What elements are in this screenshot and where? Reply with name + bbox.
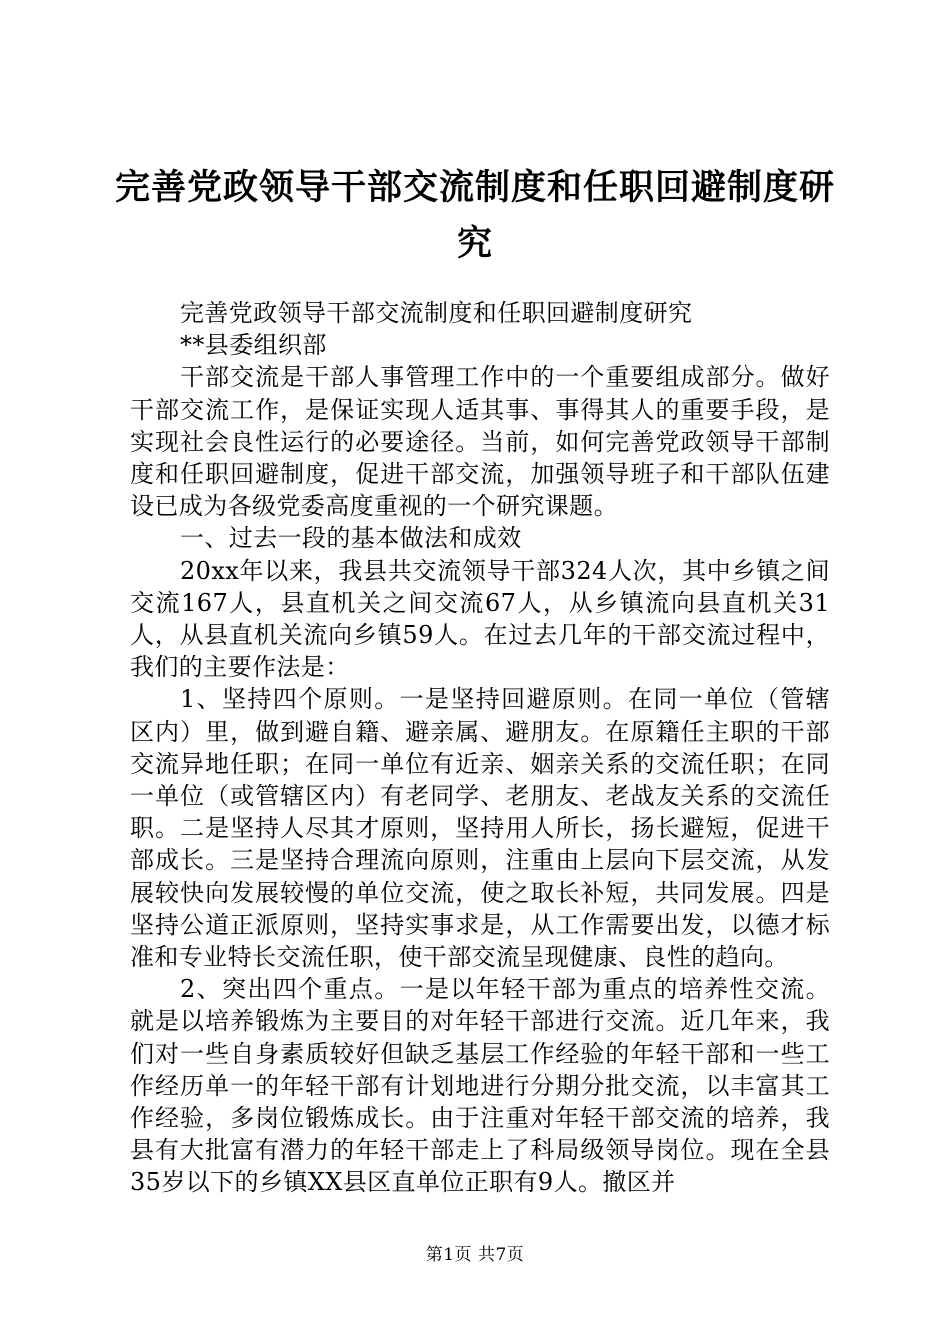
document-title-line-2: 究 [456, 223, 493, 264]
principles-paragraph: 1、坚持四个原则。一是坚持回避原则。在同一单位（管辖区内）里，做到避自籍、避亲属、避朋友。在原籍任主职的干部交流异地任职；在同一单位有近亲、姻亲关系的交流任职；在同一单位（或管辖区内）有老同学、老朋友、老战友关系的交流任职。二是坚持人尽其才原则，坚持用人所长，扬长避短，促进干部成长。三是坚持合理流向原则，注重由上层向下层交流，从发展较快向发展较慢的单位交流，使之取长补短，共同发展。四是坚持公道正派原则，坚持实事求是，从工作需要出发，以德才标准和专业特长交流任职，使干部交流呈现健康、良性的趋向。 [130, 685, 830, 972]
intro-paragraph: 干部交流是干部人事管理工作中的一个重要组成部分。做好干部交流工作，是保证实现人适其事、事得其人的重要手段，是实现社会良性运行的必要途径。当前，如何完善党政领导干部制度和任职回避制度，促进干部交流，加强领导班子和干部队伍建设已成为各级党委高度重视的一个研究课题。 [130, 363, 830, 521]
document-body [130, 297, 830, 1199]
focus-paragraph: 2、突出四个重点。一是以年轻干部为重点的培养性交流。就是以培养锻炼为主要目的对年轻干部进行交流。近几年来，我们对一些自身素质较好但缺乏基层工作经验的年轻干部和一些工作经历单一的年轻干部有计划地进行分期分批交流，以丰富其工作经验，多岗位锻炼成长。由于注重对年轻干部交流的培养，我县有大批富有潜力的年轻干部走上了科局级领导岗位。现在全县35岁以下的乡镇XX县区直单位正职有9人。撤区并 [130, 975, 830, 1197]
stats-paragraph: 20xx年以来，我县共交流领导干部324人次，其中乡镇之间交流167人，县直机关之间交流67人，从乡镇流向县直机关31人，从县直机关流向乡镇59人。在过去几年的干部交流过程中，我们的主要作法是： [130, 556, 830, 682]
author-paragraph: **县委组织部 [180, 331, 327, 360]
section-heading: 一、过去一段的基本做法和成效 [180, 524, 522, 553]
document-title-line-1: 完善党政领导干部交流制度和任职回避制度研 [114, 167, 835, 208]
subtitle-paragraph: 完善党政领导干部交流制度和任职回避制度研究 [180, 299, 693, 327]
page-number-footer: 第1页 共7页 [425, 1245, 525, 1265]
